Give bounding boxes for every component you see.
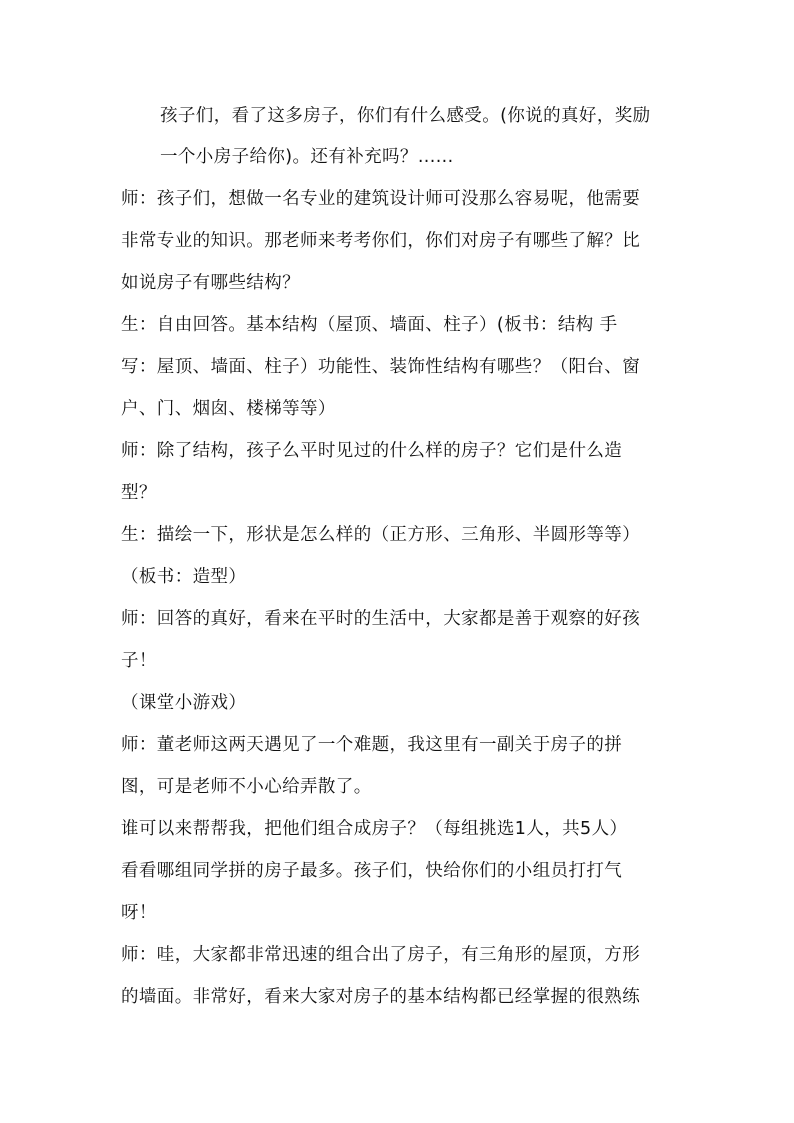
text-line: 一个小房子给你)。还有补充吗？...... xyxy=(160,147,454,167)
text-line: 孩子们，看了这多房子，你们有什么感受。(你说的真好，奖励 xyxy=(160,106,651,126)
text-line: 师：孩子们，想做一名专业的建筑设计师可没那么容易呢，他需要 xyxy=(121,189,641,209)
text-line: 的墙面。非常好，看来大家对房子的基本结构都已经掌握的很熟练 xyxy=(121,987,641,1007)
text-line: 看看哪组同学拼的房子最多。孩子们，快给你们的小组员打打气 xyxy=(121,861,623,881)
text-line: 师：董老师这两天遇见了一个难题，我这里有一副关于房子的拼 xyxy=(121,735,623,755)
text-line: 如说房子有哪些结构？ xyxy=(121,273,300,293)
text-line: 写：屋顶、墙面、柱子）功能性、装饰性结构有哪些？（阳台、窗 xyxy=(121,357,641,377)
text-line: 图，可是老师不小心给弄散了。 xyxy=(121,777,372,797)
text-line: 师：回答的真好，看来在平时的生活中，大家都是善于观察的好孩 xyxy=(121,609,641,629)
text-line: （课堂小游戏） xyxy=(121,693,247,713)
text-line: 师：除了结构，孩子么平时见过的什么样的房子？它们是什么造 xyxy=(121,441,623,461)
text-line: 户、门、烟囱、楼梯等等） xyxy=(121,399,336,419)
text-line: 非常专业的知识。那老师来考考你们，你们对房子有哪些了解？比 xyxy=(121,231,641,251)
text-line: 师：哇，大家都非常迅速的组合出了房子，有三角形的屋顶，方形 xyxy=(121,945,641,965)
text-line: 呀！ xyxy=(121,903,157,923)
text-line: （板书：造型） xyxy=(121,567,247,587)
text-line: 谁可以来帮帮我，把他们组合成房子？（每组挑选1人，共5人） xyxy=(121,819,628,839)
text-line: 子！ xyxy=(121,651,157,671)
text-line: 型？ xyxy=(121,483,157,503)
text-line: 生：描绘一下，形状是怎么样的（正方形、三角形、半圆形等等） xyxy=(121,525,641,545)
text-line: 生：自由回答。基本结构（屋顶、墙面、柱子）(板书：结构 手 xyxy=(121,315,618,335)
